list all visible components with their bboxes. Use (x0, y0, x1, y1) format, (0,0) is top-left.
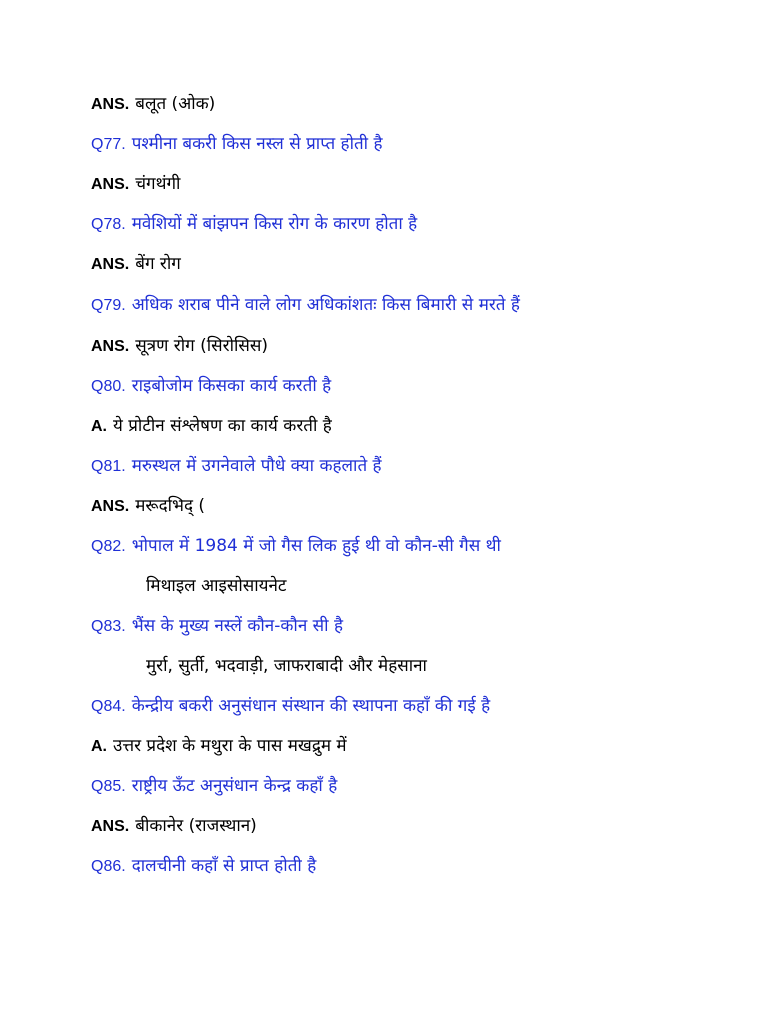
question-line (91, 374, 676, 399)
answer-text: बेंग रोग (135, 254, 181, 274)
answer-text: मुर्रा, सुर्ती, भदवाड़ी, जाफराबादी और मेहसाना (146, 656, 427, 676)
question-line (91, 454, 676, 479)
question-text: भोपाल में 1984 में जो गैस लिक हुई थी वो कौन-सी गैस थी (131, 536, 501, 556)
answer-label: ANS. (91, 818, 130, 835)
question-text: अधिक शराब पीने वाले लोग अधिकांशतः किस बिमारी से मरते हैं (131, 295, 520, 315)
question-number: Q79. (91, 297, 126, 314)
question-line (91, 614, 676, 639)
answer-line (91, 334, 676, 359)
answer-label: ANS. (91, 176, 130, 193)
question-line (91, 132, 676, 157)
question-number: Q84. (91, 698, 126, 715)
question-text: राइबोजोम किसका कार्य करती है (131, 376, 332, 396)
answer-text: सूत्रण रोग (सिरोसिस) (135, 336, 269, 356)
answer-text: उत्तर प्रदेश के मथुरा के पास मखद्रुम में (113, 736, 347, 756)
question-text: भैंस के मुख्य नस्लें कौन-कौन सी है (131, 616, 343, 636)
answer-line (91, 734, 676, 759)
question-number: Q77. (91, 136, 126, 153)
question-text: मरुस्थल में उगनेवाले पौधे क्या कहलाते हैं (131, 456, 382, 476)
question-line (91, 212, 676, 237)
question-number: Q78. (91, 216, 126, 233)
question-number: Q85. (91, 778, 126, 795)
answer-text: मिथाइल आइसोसायनेट (146, 576, 287, 596)
answer-text: चंगथंगी (135, 174, 181, 194)
answer-label: ANS. (91, 498, 130, 515)
answer-text: मरूदभिद् ( (135, 496, 206, 516)
answer-line (91, 172, 676, 197)
question-text: केन्द्रीय बकरी अनुसंधान संस्थान की स्थापना कहाँ की गई है (131, 696, 491, 716)
answer-label: ANS. (91, 338, 130, 355)
question-number: Q83. (91, 618, 126, 635)
question-line (91, 774, 676, 799)
question-number: Q81. (91, 458, 126, 475)
answer-label: A. (91, 738, 107, 755)
answer-line (91, 814, 676, 839)
question-line (91, 534, 676, 559)
answer-label: A. (91, 418, 107, 435)
question-text: दालचीनी कहाँ से प्राप्त होती है (131, 856, 317, 876)
question-text: राष्ट्रीय ऊँट अनुसंधान केन्द्र कहाँ है (131, 776, 338, 796)
question-number: Q82. (91, 538, 126, 555)
question-line (91, 694, 676, 719)
question-number: Q80. (91, 378, 126, 395)
answer-label: ANS. (91, 96, 130, 113)
answer-line (91, 494, 676, 519)
question-text: पश्मीना बकरी किस नस्ल से प्राप्त होती है (131, 134, 383, 154)
answer-line (91, 92, 676, 117)
answer-line (91, 654, 676, 679)
answer-text: बलूत (ओक) (135, 94, 216, 114)
answer-line (91, 252, 676, 277)
answer-line (91, 414, 676, 439)
answer-text: ये प्रोटीन संश्लेषण का कार्य करती है (113, 416, 332, 436)
question-text: मवेशियों में बांझपन किस रोग के कारण होता है (131, 214, 418, 234)
answer-line (91, 574, 676, 599)
answer-label: ANS. (91, 256, 130, 273)
document-body (91, 92, 676, 894)
question-line (91, 854, 676, 879)
answer-text: बीकानेर (राजस्थान) (135, 816, 257, 836)
question-line (91, 292, 676, 319)
question-number: Q86. (91, 858, 126, 875)
